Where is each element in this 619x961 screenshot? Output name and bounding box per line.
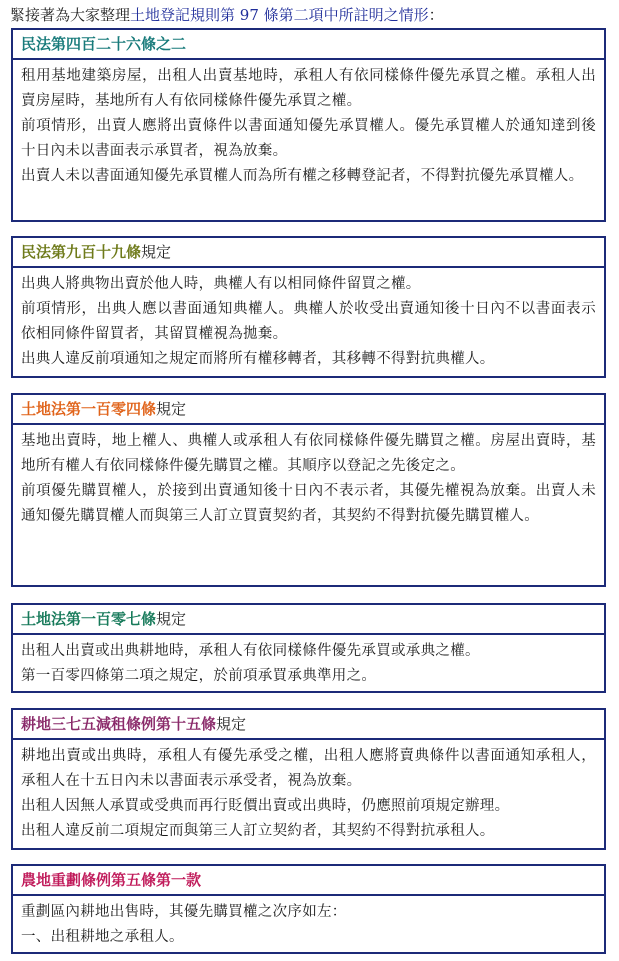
law-text — [13, 635, 604, 691]
law-box-civil-426-2 — [11, 28, 606, 222]
law-paragraph: 第一百零四條第二項之規定，於前項承買承典準用之。 — [21, 668, 377, 684]
law-paragraph: 前項情形，出賣人應將出賣條件以書面通知優先承買權人。優先承買權人於通知達到後十日內未以書面表示承買者，視為放棄。 — [21, 118, 596, 159]
law-paragraph: 出租人違反前二項規定而與第三人訂立契約者，其契約不得對抗承租人。 — [21, 823, 495, 839]
law-title-suffix: 規定 — [156, 610, 187, 628]
law-box-land-107 — [11, 603, 606, 693]
law-title: 土地法第一百零七條 — [21, 610, 157, 628]
law-paragraph: 出典人違反前項通知之規定而將所有權移轉者，其移轉不得對抗典權人。 — [21, 351, 495, 367]
law-title-suffix: 規定 — [216, 715, 247, 733]
intro-line — [10, 4, 610, 26]
law-paragraph: 基地出賣時，地上權人、典權人或承租人有依同樣條件優先購買之權。房屋出賣時，基地所有權人有依同樣條件優先購買之權。其順序以登記之先後定之。 — [21, 433, 596, 474]
law-paragraph: 前項情形，出典人應以書面通知典權人。典權人於收受出賣通知後十日內不以書面表示依相同條件留買者，其留買權視為拋棄。 — [21, 301, 596, 342]
law-box-heading — [13, 710, 604, 740]
law-box-land-104 — [11, 393, 606, 587]
law-title: 耕地三七五減租條例第十五條 — [21, 715, 217, 733]
law-text — [13, 268, 604, 374]
law-title: 民法第九百十九條 — [21, 243, 142, 261]
law-text — [13, 60, 604, 191]
law-paragraph: 出賣人未以書面通知優先承買權人而為所有權之移轉登記者，不得對抗優先承買權人。 — [21, 168, 584, 184]
intro-suffix: ： — [428, 6, 444, 24]
law-box-farmland-5-1 — [11, 864, 606, 954]
law-title: 土地法第一百零四條 — [21, 400, 157, 418]
law-paragraph: 出租人因無人承買或受典而再行貶價出賣或出典時，仍應照前項規定辦理。 — [21, 798, 510, 814]
law-paragraph: 出典人將典物出賣於他人時，典權人有以相同條件留買之權。 — [21, 276, 421, 292]
law-paragraph: 重劃區內耕地出售時，其優先購買權之次序如左： — [21, 904, 347, 920]
law-paragraph: 出租人出賣或出典耕地時，承租人有依同樣條件優先承買或承典之權。 — [21, 643, 480, 659]
law-text — [13, 740, 604, 846]
law-text — [13, 896, 604, 952]
law-box-rent-reduction-15 — [11, 708, 606, 850]
law-box-heading — [13, 30, 604, 60]
law-title-suffix: 規定 — [141, 243, 172, 261]
law-text — [13, 425, 604, 531]
law-box-heading — [13, 238, 604, 268]
law-box-heading — [13, 605, 604, 635]
law-paragraph: 耕地出賣或出典時，承租人有優先承受之權，出租人應將賣典條件以書面通知承租人，承租人在十五日內未以書面表示承受者，視為放棄。 — [21, 748, 596, 789]
law-paragraph: 租用基地建築房屋，出租人出賣基地時，承租人有依同樣條件優先承買之權。承租人出賣房屋時，基地所有人有依同樣條件優先承買之權。 — [21, 68, 596, 109]
intro-prefix: 緊接著為大家整理 — [10, 6, 131, 24]
law-box-heading — [13, 395, 604, 425]
law-box-civil-919 — [11, 236, 606, 378]
law-title: 民法第四百二十六條之二 — [21, 35, 187, 53]
intro-highlight: 土地登記規則第 97 條第二項中所註明之情形 — [130, 6, 429, 24]
law-paragraph: 一、出租耕地之承租人。 — [21, 929, 184, 945]
law-title-suffix: 規定 — [156, 400, 187, 418]
law-paragraph: 前項優先購買權人，於接到出賣通知後十日內不表示者，其優先權視為放棄。出賣人未通知優先購買權人而與第三人訂立買賣契約者，其契約不得對抗優先購買權人。 — [21, 483, 596, 524]
law-box-heading — [13, 866, 604, 896]
law-title: 農地重劃條例第五條第一款 — [21, 871, 202, 889]
